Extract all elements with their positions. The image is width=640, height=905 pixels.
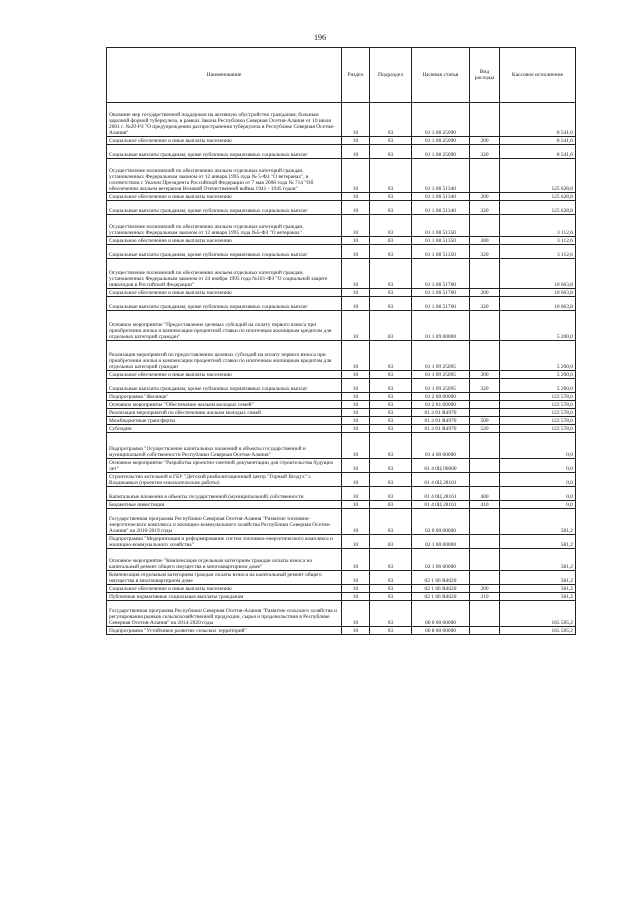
row-section: 10 <box>342 371 370 379</box>
row-cash-execution: 3 112,6 <box>500 237 576 245</box>
row-subsection: 03 <box>370 601 412 627</box>
row-expense-type <box>470 459 500 473</box>
row-subsection: 03 <box>370 593 412 601</box>
row-name: Осуществление полномочий по обеспечению жильем отдельных категорий граждан, установленных Федеральным законом от 12 января 1995 года № 5-ФЗ "О ветеранах", в соответствии с Указом Президента Российской Федерации от 7 мая 2008 года № 714 "Об обеспечении жильем ветеранов Великой Отечественной войны 1941 - 1945 годов" <box>107 159 342 193</box>
row-subsection: 03 <box>370 201 412 215</box>
row-expense-type: 520 <box>470 425 500 433</box>
row-cash-execution: 10 663,8 <box>500 297 576 311</box>
row-target-article: 01 2 01 R4970 <box>412 417 470 425</box>
row-section: 10 <box>342 571 370 585</box>
row-target-article: 01 1 09 25095 <box>412 341 470 371</box>
row-name: Социальное обеспечение и иные выплаты населению <box>107 137 342 145</box>
row-section: 10 <box>342 259 370 289</box>
table-row <box>107 159 576 193</box>
row-target-article: 02 1 06 R4620 <box>412 593 470 601</box>
row-section: 10 <box>342 137 370 145</box>
header-cash-execution: Кассовое исполнение <box>500 48 576 103</box>
row-subsection: 03 <box>370 159 412 193</box>
row-target-article: 06 8 00 00000 <box>412 627 470 635</box>
row-name: Оказание мер государственной поддержки на активную обустройство гражданам, больным заразной формой туберкулеза, в рамках Закона Республики Северная Осетия-Алания от 10 июля 2001 г. №29-РЗ "О предупреждении распространения туберкулеза в Республике Северная Осетия-Алания" <box>107 103 342 137</box>
table-row <box>107 371 576 379</box>
page-number: 196 <box>314 33 326 42</box>
budget-table <box>106 47 576 635</box>
row-target-article: 01 1 08 51760 <box>412 259 470 289</box>
row-target-article: 01 1 08 51340 <box>412 201 470 215</box>
row-expense-type <box>470 433 500 459</box>
row-target-article: 01 1 09 00000 <box>412 311 470 341</box>
row-subsection: 03 <box>370 215 412 237</box>
row-name: Социальное обеспечение и иные выплаты населению <box>107 371 342 379</box>
row-expense-type: 320 <box>470 201 500 215</box>
table-row <box>107 501 576 509</box>
row-target-article: 01 1 08 25090 <box>412 137 470 145</box>
row-section: 10 <box>342 341 370 371</box>
row-subsection: 03 <box>370 193 412 201</box>
row-expense-type <box>470 341 500 371</box>
row-expense-type: 500 <box>470 417 500 425</box>
row-cash-execution: 581,2 <box>500 535 576 549</box>
row-target-article: 01 1 08 25090 <box>412 103 470 137</box>
row-expense-type <box>470 409 500 417</box>
row-cash-execution: 3 112,6 <box>500 245 576 259</box>
row-section: 10 <box>342 509 370 535</box>
row-cash-execution: 122 578,0 <box>500 417 576 425</box>
row-name: Реализация мероприятий по обеспечению жильем молодых семей <box>107 409 342 417</box>
row-name: Государственная программа Республики Северная Осетия-Алания "Развитие сельского хозяйства и регулирования рынков сельскохозяйственной продукции, сырья и продовольствия в Республике Северная Осетия-Алания" на 2014-2020 годы <box>107 601 342 627</box>
row-target-article: 02 0 00 00000 <box>412 509 470 535</box>
row-subsection: 03 <box>370 297 412 311</box>
row-cash-execution: 122 578,0 <box>500 409 576 417</box>
row-expense-type: 300 <box>470 585 500 593</box>
table-row <box>107 417 576 425</box>
row-expense-type: 310 <box>470 593 500 601</box>
header-subsection: Подраздел <box>370 48 412 103</box>
row-cash-execution: 8 541,6 <box>500 145 576 159</box>
row-target-article: 01 2 00 00000 <box>412 393 470 401</box>
row-section: 10 <box>342 593 370 601</box>
row-name: Социальные выплаты гражданам, кроме публичных нормативных социальных выплат <box>107 297 342 311</box>
table-row <box>107 473 576 487</box>
table-row <box>107 289 576 297</box>
row-subsection: 03 <box>370 379 412 393</box>
row-section: 10 <box>342 237 370 245</box>
row-subsection: 03 <box>370 585 412 593</box>
row-expense-type: 300 <box>470 371 500 379</box>
row-expense-type: 300 <box>470 137 500 145</box>
row-cash-execution: 5 200,0 <box>500 311 576 341</box>
table-row <box>107 433 576 459</box>
row-section: 10 <box>342 401 370 409</box>
row-target-article: 01 1 08 51340 <box>412 159 470 193</box>
row-subsection: 03 <box>370 627 412 635</box>
row-name: Социальные выплаты гражданам, кроме публичных нормативных социальных выплат <box>107 145 342 159</box>
row-expense-type <box>470 509 500 535</box>
row-name: Основное мероприятие "Обеспечение жильем молодых семей" <box>107 401 342 409</box>
row-section: 10 <box>342 393 370 401</box>
table-row <box>107 487 576 501</box>
table-row <box>107 245 576 259</box>
row-section: 10 <box>342 379 370 393</box>
row-target-article: 06 0 00 00000 <box>412 601 470 627</box>
table-row <box>107 311 576 341</box>
header-name: Наименование <box>107 48 342 103</box>
table-row <box>107 585 576 593</box>
row-cash-execution: 5 200,0 <box>500 371 576 379</box>
table-row <box>107 627 576 635</box>
row-target-article: 01 1 08 51350 <box>412 245 470 259</box>
row-name: Публичные нормативные социальные выплаты гражданам <box>107 593 342 601</box>
row-cash-execution: 5 200,0 <box>500 341 576 371</box>
row-section: 10 <box>342 311 370 341</box>
row-name: Социальное обеспечение и иные выплаты населению <box>107 237 342 245</box>
row-cash-execution: 8 541,6 <box>500 137 576 145</box>
row-name: Государственная программа Республики Северная Осетия-Алания "Развитие топливно-энергетического комплекса и жилищно-коммунального хозяйства Республики Северная Осетия-Алания" на 2016-2019 годы <box>107 509 342 535</box>
row-subsection: 03 <box>370 425 412 433</box>
row-target-article: 01 4 00 00000 <box>412 433 470 459</box>
row-target-article: 02 1 06 00000 <box>412 549 470 571</box>
row-cash-execution: 0,0 <box>500 473 576 487</box>
row-target-article: 01 2 01 00000 <box>412 401 470 409</box>
row-expense-type <box>470 627 500 635</box>
row-target-article: 01 2 01 R4970 <box>412 425 470 433</box>
row-cash-execution: 10 663,8 <box>500 289 576 297</box>
row-expense-type <box>470 393 500 401</box>
row-name: Бюджетные инвестиции <box>107 501 342 509</box>
row-target-article: 01 4 0Ц 28161 <box>412 473 470 487</box>
row-name: Капитальные вложения в объекты государственной (муниципальной) собственности <box>107 487 342 501</box>
row-subsection: 03 <box>370 289 412 297</box>
row-expense-type: 320 <box>470 379 500 393</box>
row-expense-type: 410 <box>470 501 500 509</box>
row-cash-execution: 5 200,0 <box>500 379 576 393</box>
row-expense-type <box>470 549 500 571</box>
row-name: Подпрограмма "Устойчивое развитие сельских территорий" <box>107 627 342 635</box>
row-section: 10 <box>342 459 370 473</box>
row-target-article: 01 1 08 25090 <box>412 145 470 159</box>
row-cash-execution: 0,0 <box>500 459 576 473</box>
row-subsection: 03 <box>370 549 412 571</box>
row-cash-execution: 122 578,0 <box>500 393 576 401</box>
row-section: 10 <box>342 417 370 425</box>
row-name: Осуществление полномочий по обеспечению жильем отдельных категорий граждан, установленных Федеральным законом от 24 ноября 1995 года №181-ФЗ "О социальной защите инвалидов в Российской Федерации" <box>107 259 342 289</box>
row-cash-execution: 165 505,2 <box>500 601 576 627</box>
table-row <box>107 425 576 433</box>
row-target-article: 02 1 00 00000 <box>412 535 470 549</box>
row-cash-execution: 125 628,8 <box>500 193 576 201</box>
row-target-article: 01 1 09 25095 <box>412 379 470 393</box>
row-cash-execution: 8 541,6 <box>500 103 576 137</box>
row-section: 10 <box>342 297 370 311</box>
row-section: 10 <box>342 501 370 509</box>
row-expense-type <box>470 159 500 193</box>
row-section: 10 <box>342 487 370 501</box>
row-name: Социальное обеспечение и иные выплаты населению <box>107 193 342 201</box>
row-expense-type: 300 <box>470 289 500 297</box>
row-expense-type <box>470 601 500 627</box>
row-name: Осуществление полномочий по обеспечению жильем отдельных категорий граждан, установленных Федеральным законом от 12 января 1995 года №5-ФЗ "О ветеранах" <box>107 215 342 237</box>
row-expense-type: 300 <box>470 237 500 245</box>
row-section: 10 <box>342 549 370 571</box>
row-cash-execution: 581,2 <box>500 585 576 593</box>
row-subsection: 03 <box>370 103 412 137</box>
row-target-article: 01 1 08 51760 <box>412 297 470 311</box>
table-row <box>107 297 576 311</box>
row-target-article: 01 1 09 25095 <box>412 371 470 379</box>
row-subsection: 03 <box>370 473 412 487</box>
row-subsection: 03 <box>370 501 412 509</box>
header-section: Раздел <box>342 48 370 103</box>
row-subsection: 03 <box>370 509 412 535</box>
row-name: Социальные выплаты гражданам, кроме публичных нормативных социальных выплат <box>107 201 342 215</box>
row-subsection: 03 <box>370 535 412 549</box>
row-target-article: 02 1 06 R4620 <box>412 585 470 593</box>
table-row <box>107 379 576 393</box>
row-subsection: 03 <box>370 145 412 159</box>
row-subsection: 03 <box>370 311 412 341</box>
row-name: Социальные выплаты гражданам, кроме публичных нормативных социальных выплат <box>107 379 342 393</box>
row-subsection: 03 <box>370 417 412 425</box>
row-expense-type: 320 <box>470 297 500 311</box>
row-cash-execution: 122 578,0 <box>500 401 576 409</box>
row-name: Социальные выплаты гражданам, кроме публичных нормативных социальных выплат <box>107 245 342 259</box>
row-subsection: 03 <box>370 401 412 409</box>
row-section: 10 <box>342 409 370 417</box>
row-section: 10 <box>342 159 370 193</box>
table-row <box>107 509 576 535</box>
row-name: Строительство котельной в ГБУ "Детский реабилитационный центр "Горный Воздух" г. Владикавказ (проектно-изыскательские работы) <box>107 473 342 487</box>
row-expense-type <box>470 215 500 237</box>
row-subsection: 03 <box>370 571 412 585</box>
header-expense-type: Вид расходы <box>470 48 500 103</box>
table-row <box>107 193 576 201</box>
row-name: Основное мероприятие "Компенсация отдельным категориям граждан оплаты взноса на капитальный ремонт общего имущества в многоквартирном доме" <box>107 549 342 571</box>
row-name: Подпрограмма "Осуществление капитальных вложений в объекты государственной и муниципальной собственности Республики Северная Осетия-Алания" <box>107 433 342 459</box>
row-section: 10 <box>342 193 370 201</box>
row-cash-execution: 581,2 <box>500 549 576 571</box>
row-name: Основное мероприятие "Предоставление целевых субсидий на оплату первого взноса при приобретении жилья и компенсации процентной ставки по ипотечным жилищным кредитам для отдельных категорий граждан" <box>107 311 342 341</box>
table-row <box>107 103 576 137</box>
row-name: Подпрограмма "Жилище" <box>107 393 342 401</box>
row-name: Социальное обеспечение и иные выплаты населению <box>107 289 342 297</box>
row-target-article: 01 4 0Ц 28161 <box>412 501 470 509</box>
table-row <box>107 601 576 627</box>
row-section: 10 <box>342 601 370 627</box>
row-expense-type: 400 <box>470 487 500 501</box>
row-cash-execution: 3 112,6 <box>500 215 576 237</box>
table-row <box>107 549 576 571</box>
row-section: 10 <box>342 585 370 593</box>
table-row <box>107 145 576 159</box>
table-row <box>107 401 576 409</box>
row-expense-type: 320 <box>470 245 500 259</box>
row-target-article: 01 1 08 51350 <box>412 215 470 237</box>
row-subsection: 03 <box>370 259 412 289</box>
table-row <box>107 215 576 237</box>
row-expense-type: 320 <box>470 145 500 159</box>
row-subsection: 03 <box>370 487 412 501</box>
row-cash-execution: 581,2 <box>500 571 576 585</box>
row-section: 10 <box>342 245 370 259</box>
row-subsection: 03 <box>370 371 412 379</box>
row-name: Компенсация отдельным категориям граждан оплаты взноса на капитальный ремонт общего имущества в многоквартирном доме <box>107 571 342 585</box>
row-name: Реализация мероприятий по предоставлению целевых субсидий на оплату первого взноса при приобретении жилья и компенсации процентной ставки по ипотечным жилищным кредитам для отдельных категорий граждан <box>107 341 342 371</box>
row-name: Субсидии <box>107 425 342 433</box>
row-target-article: 01 1 08 51350 <box>412 237 470 245</box>
table-row <box>107 341 576 371</box>
row-expense-type <box>470 311 500 341</box>
row-target-article: 01 2 01 R4970 <box>412 409 470 417</box>
table-row <box>107 259 576 289</box>
row-section: 10 <box>342 433 370 459</box>
row-cash-execution: 0,0 <box>500 501 576 509</box>
table-row <box>107 593 576 601</box>
row-section: 10 <box>342 103 370 137</box>
row-subsection: 03 <box>370 433 412 459</box>
table-row <box>107 459 576 473</box>
row-section: 10 <box>342 425 370 433</box>
table-body <box>107 103 576 635</box>
row-cash-execution: 0,0 <box>500 433 576 459</box>
row-section: 10 <box>342 473 370 487</box>
row-section: 10 <box>342 145 370 159</box>
header-target-article: Целевая статья <box>412 48 470 103</box>
row-cash-execution: 581,2 <box>500 593 576 601</box>
table-row <box>107 201 576 215</box>
row-target-article: 01 4 0Ц 28161 <box>412 487 470 501</box>
table-row <box>107 409 576 417</box>
row-expense-type <box>470 535 500 549</box>
table-row <box>107 393 576 401</box>
row-subsection: 03 <box>370 409 412 417</box>
row-name: Основное мероприятие "Разработка проектно-сметной документации для строительства будущих лет" <box>107 459 342 473</box>
row-name: Подпрограмма "Модернизация и реформирование систем топливно-энергетического комплекса и жилищно-коммунального хозяйства" <box>107 535 342 549</box>
row-expense-type <box>470 571 500 585</box>
row-name: Межбюджетные трансферты <box>107 417 342 425</box>
row-target-article: 01 1 08 51340 <box>412 193 470 201</box>
table-row <box>107 137 576 145</box>
row-target-article: 01 4 0Ц 00000 <box>412 459 470 473</box>
table-row <box>107 571 576 585</box>
row-cash-execution: 581,2 <box>500 509 576 535</box>
row-target-article: 02 1 06 R4620 <box>412 571 470 585</box>
row-cash-execution: 0,0 <box>500 487 576 501</box>
row-section: 10 <box>342 215 370 237</box>
row-cash-execution: 125 628,8 <box>500 159 576 193</box>
row-section: 10 <box>342 627 370 635</box>
row-target-article: 01 1 08 51760 <box>412 289 470 297</box>
row-expense-type: 300 <box>470 193 500 201</box>
row-subsection: 03 <box>370 459 412 473</box>
row-section: 10 <box>342 535 370 549</box>
row-cash-execution: 165 505,2 <box>500 627 576 635</box>
row-name: Социальное обеспечение и иные выплаты населению <box>107 585 342 593</box>
row-cash-execution: 122 578,0 <box>500 425 576 433</box>
row-expense-type <box>470 401 500 409</box>
row-expense-type <box>470 473 500 487</box>
row-subsection: 03 <box>370 341 412 371</box>
row-section: 10 <box>342 289 370 297</box>
row-cash-execution: 125 628,8 <box>500 201 576 215</box>
row-expense-type <box>470 103 500 137</box>
table-header-row <box>107 48 576 103</box>
table-row <box>107 237 576 245</box>
row-subsection: 03 <box>370 237 412 245</box>
row-subsection: 03 <box>370 137 412 145</box>
row-subsection: 03 <box>370 245 412 259</box>
row-subsection: 03 <box>370 393 412 401</box>
row-section: 10 <box>342 201 370 215</box>
row-expense-type <box>470 259 500 289</box>
table-row <box>107 535 576 549</box>
row-cash-execution: 10 663,8 <box>500 259 576 289</box>
